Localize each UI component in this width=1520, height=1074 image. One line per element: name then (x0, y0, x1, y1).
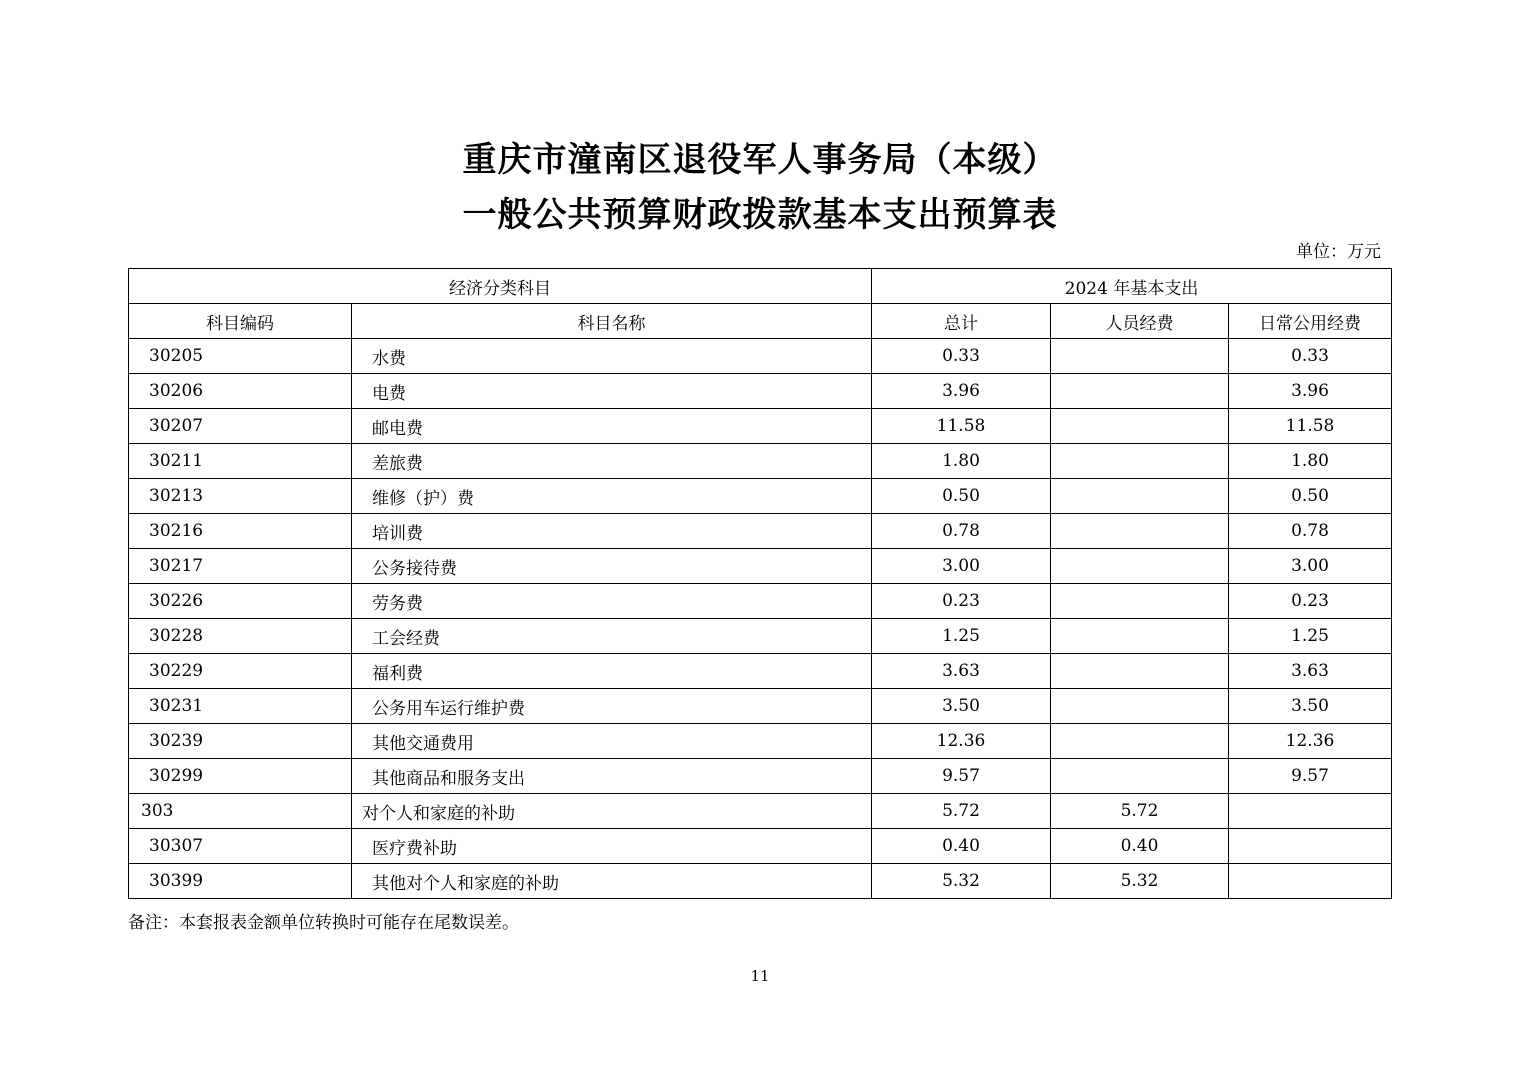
cell-total: 3.96 (872, 374, 1051, 409)
cell-total: 0.23 (872, 584, 1051, 619)
table-body (129, 339, 1392, 899)
cell-code: 30211 (129, 444, 352, 479)
cell-total: 0.50 (872, 479, 1051, 514)
table-row (129, 409, 1392, 444)
document-title-line-1: 重庆市潼南区退役军人事务局（本级） (462, 140, 1058, 180)
table-note: 备注：本套报表金额单位转换时可能存在尾数误差。 (128, 913, 519, 933)
cell-total: 0.40 (872, 829, 1051, 864)
table-row (129, 514, 1392, 549)
cell-code: 30216 (129, 514, 352, 549)
cell-name: 对个人和家庭的补助 (352, 794, 872, 829)
table-row (129, 864, 1392, 899)
cell-personnel (1051, 689, 1229, 724)
cell-name: 培训费 (352, 514, 872, 549)
cell-total: 0.33 (872, 339, 1051, 374)
cell-personnel: 0.40 (1051, 829, 1229, 864)
column-header-public: 日常公用经费 (1229, 304, 1392, 339)
cell-total: 5.72 (872, 794, 1051, 829)
cell-name: 其他对个人和家庭的补助 (352, 864, 872, 899)
cell-public: 0.50 (1229, 479, 1392, 514)
cell-total: 11.58 (872, 409, 1051, 444)
cell-public: 11.58 (1229, 409, 1392, 444)
cell-total: 12.36 (872, 724, 1051, 759)
cell-code: 30226 (129, 584, 352, 619)
cell-code: 30228 (129, 619, 352, 654)
cell-code: 30231 (129, 689, 352, 724)
cell-name: 公务用车运行维护费 (352, 689, 872, 724)
table-row (129, 829, 1392, 864)
table-row (129, 654, 1392, 689)
cell-personnel (1051, 374, 1229, 409)
cell-personnel (1051, 339, 1229, 374)
cell-name: 电费 (352, 374, 872, 409)
cell-personnel: 5.72 (1051, 794, 1229, 829)
table-row (129, 794, 1392, 829)
cell-name: 劳务费 (352, 584, 872, 619)
column-header-code: 科目编码 (129, 304, 352, 339)
table-row (129, 339, 1392, 374)
table-row (129, 584, 1392, 619)
table-row (129, 444, 1392, 479)
cell-code: 30213 (129, 479, 352, 514)
cell-public: 12.36 (1229, 724, 1392, 759)
document-title-line-2: 一般公共预算财政拨款基本支出预算表 (462, 195, 1058, 235)
cell-public (1229, 794, 1392, 829)
cell-code: 30207 (129, 409, 352, 444)
cell-personnel: 5.32 (1051, 864, 1229, 899)
cell-public: 0.33 (1229, 339, 1392, 374)
cell-name: 水费 (352, 339, 872, 374)
cell-total: 9.57 (872, 759, 1051, 794)
cell-name: 工会经费 (352, 619, 872, 654)
cell-personnel (1051, 619, 1229, 654)
column-header-name: 科目名称 (352, 304, 872, 339)
cell-personnel (1051, 654, 1229, 689)
cell-personnel (1051, 549, 1229, 584)
cell-code: 30206 (129, 374, 352, 409)
cell-total: 0.78 (872, 514, 1051, 549)
table-row (129, 374, 1392, 409)
column-header-personnel: 人员经费 (1051, 304, 1229, 339)
cell-code: 30229 (129, 654, 352, 689)
cell-personnel (1051, 724, 1229, 759)
cell-name: 邮电费 (352, 409, 872, 444)
table-column-header-row (129, 304, 1392, 339)
cell-code: 30307 (129, 829, 352, 864)
header-basic-expenditure: 2024 年基本支出 (872, 269, 1392, 304)
cell-public (1229, 864, 1392, 899)
cell-personnel (1051, 479, 1229, 514)
cell-name: 差旅费 (352, 444, 872, 479)
cell-code: 30217 (129, 549, 352, 584)
cell-total: 3.63 (872, 654, 1051, 689)
unit-label: 单位：万元 (1296, 242, 1381, 262)
table-row (129, 549, 1392, 584)
cell-public: 3.63 (1229, 654, 1392, 689)
cell-name: 其他交通费用 (352, 724, 872, 759)
cell-public: 1.80 (1229, 444, 1392, 479)
cell-total: 3.00 (872, 549, 1051, 584)
cell-personnel (1051, 514, 1229, 549)
header-economic-category: 经济分类科目 (129, 269, 872, 304)
cell-code: 303 (129, 794, 352, 829)
cell-personnel (1051, 584, 1229, 619)
cell-name: 维修（护）费 (352, 479, 872, 514)
cell-code: 30399 (129, 864, 352, 899)
table-row (129, 619, 1392, 654)
cell-public: 9.57 (1229, 759, 1392, 794)
cell-total: 1.25 (872, 619, 1051, 654)
cell-public: 3.50 (1229, 689, 1392, 724)
cell-name: 医疗费补助 (352, 829, 872, 864)
cell-personnel (1051, 759, 1229, 794)
table-row (129, 479, 1392, 514)
cell-public: 0.78 (1229, 514, 1392, 549)
cell-personnel (1051, 409, 1229, 444)
cell-total: 5.32 (872, 864, 1051, 899)
cell-code: 30299 (129, 759, 352, 794)
cell-name: 福利费 (352, 654, 872, 689)
cell-name: 其他商品和服务支出 (352, 759, 872, 794)
cell-total: 3.50 (872, 689, 1051, 724)
table-row (129, 689, 1392, 724)
cell-public: 3.96 (1229, 374, 1392, 409)
cell-public: 1.25 (1229, 619, 1392, 654)
budget-table (128, 268, 1392, 899)
table-group-header-row (129, 269, 1392, 304)
cell-public: 3.00 (1229, 549, 1392, 584)
cell-code: 30205 (129, 339, 352, 374)
table-row (129, 759, 1392, 794)
page-number: 11 (750, 967, 770, 985)
cell-public (1229, 829, 1392, 864)
cell-personnel (1051, 444, 1229, 479)
table-row (129, 724, 1392, 759)
cell-name: 公务接待费 (352, 549, 872, 584)
cell-code: 30239 (129, 724, 352, 759)
column-header-total: 总计 (872, 304, 1051, 339)
cell-total: 1.80 (872, 444, 1051, 479)
cell-public: 0.23 (1229, 584, 1392, 619)
